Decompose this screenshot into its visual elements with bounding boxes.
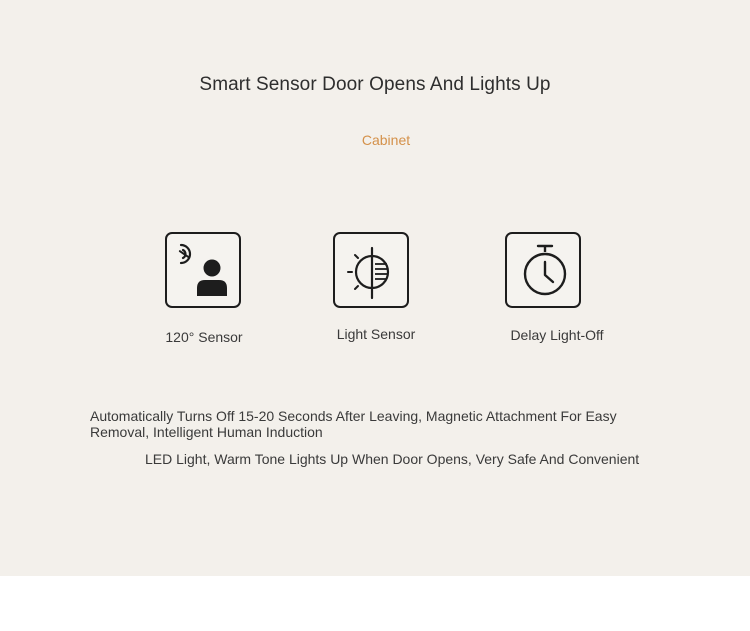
description-line-3: LED Light, Warm Tone Lights Up When Door Opens, Very Safe And Convenient — [145, 451, 640, 467]
light-sensor-icon-box — [333, 232, 409, 308]
description-line-2: Removal, Intelligent Human Induction — [90, 424, 323, 440]
description-line-1: Automatically Turns Off 15-20 Seconds After Leaving, Magnetic Attachment For Easy — [90, 408, 617, 424]
feature-label-delay: Delay Light-Off — [510, 327, 604, 343]
feature-label-sensor: 120° Sensor — [165, 329, 243, 345]
motion-sensor-icon-box — [165, 232, 241, 308]
page-title: Smart Sensor Door Opens And Lights Up — [199, 74, 551, 95]
light-sensor-icon — [335, 234, 407, 306]
stopwatch-icon-box — [505, 232, 581, 308]
stopwatch-icon — [507, 234, 579, 306]
motion-sensor-icon — [167, 234, 239, 306]
subtitle: Cabinet — [361, 132, 411, 148]
feature-label-light: Light Sensor — [336, 326, 416, 342]
